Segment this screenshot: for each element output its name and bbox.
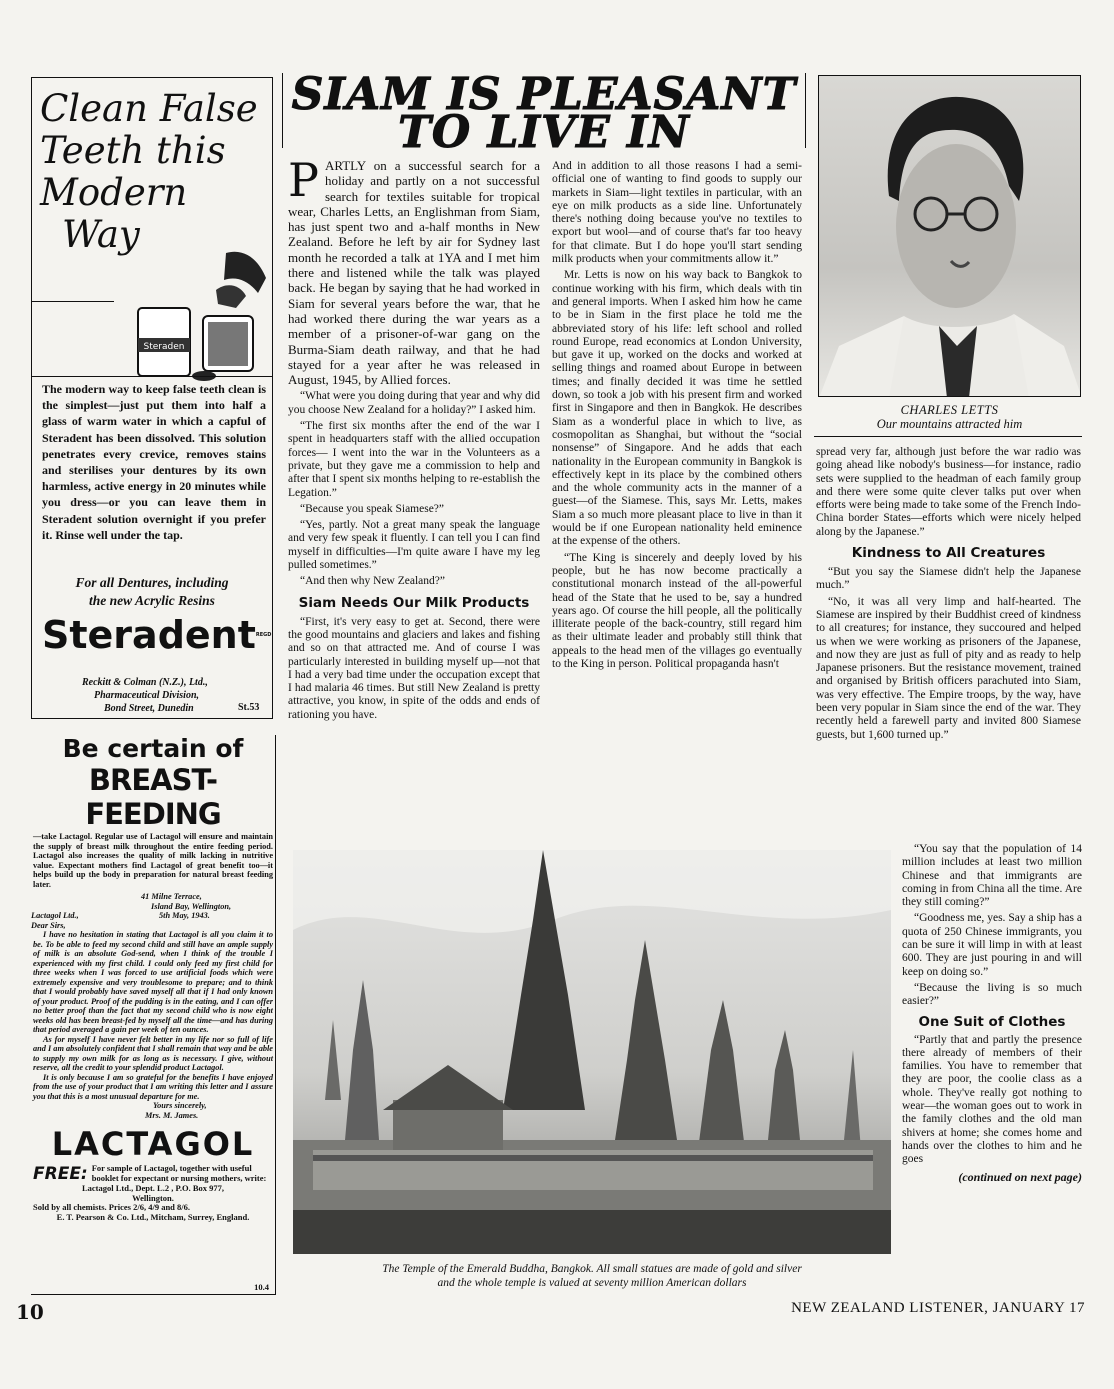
- portrait-rule: [814, 436, 1082, 437]
- steradent-jar-illustration: [108, 238, 273, 383]
- lactagol-logo: LACTAGOL: [51, 1125, 255, 1163]
- steradent-company: Reckitt & Colman (N.Z.), Ltd., Pharmaceutical Division, Bond Street, Dunedin: [82, 677, 208, 714]
- article-headline: SIAM IS PLEASANT TO LIVE IN: [282, 73, 806, 148]
- article-column-4: “You say that the population of 14 million includes at least two million Chinese and that immigrants are coming in from China all the time. Are they still coming?” “Goodness me, yes. Say a ship has a quota of 250 Chinese immigrants, you can be sure it will limp in with at least 600. They are just pouring in and will keep on doing so.” “Because the living is so much easier?” One Suit of Clothes “Partly that and partly the presence there already of members of their families. You have to remember that they are poor, the coolie class as a whole. They've really got nothing to wear—the woman goes out to work in the family clothes and the old man shivers at home; she comes home and hands over the clothes to him and he goes (continued on next page): [902, 843, 1082, 1184]
- lactagol-intro: —take Lactagol. Regular use of Lactagol will ensure and maintain the supply of breast milk throughout the entire feeding period. Lactagol also increases the quality of milk lacking in nutritive value. Expectant mothers find Lactagol of great benefit too—it helps build up the body in preparation for natural breast feeding later.: [33, 832, 273, 889]
- steradent-rule: [32, 301, 114, 302]
- lactagol-address: 41 Milne Terrace, Island Bay, Wellington,: [141, 892, 232, 911]
- temple-illustration: [293, 850, 891, 1254]
- subheading-one-suit: One Suit of Clothes: [918, 1013, 1066, 1030]
- continued-note: (continued on next page): [958, 1169, 1082, 1184]
- lactagol-headline1: Be certain of: [62, 734, 244, 763]
- article-column-3: spread very far, although just before the war radio was going ahead like nobody's business—for instance, radio sets were supplied to the headman of each family group and there were some quite clever talks put over when efforts were being made to take some of the French Indo-China border States—efforts which were nicely helped along by the Japanese.” Kindness to All Creatures “But you say the Siamese didn't help the Japanese much.” “No, it was all very limp and half-hearted. The Siamese are inspired by their Buddhist creed of kindness to all creatures; for instance, they succoured and helped us when we were working as prisoners of the Japanese, and now they are just as full of pity and as ready to help Japanese prisoners. But the resistance movement, trained and organised by British officers parachuted into Siam, was very effective. The Empire troops, by the way, have been very popular in Siam since the end of the war. They recently held a farewell party and invited 800 Siamese guests, but 1,600 turned up.”: [816, 446, 1081, 741]
- portrait-caption: CHARLES LETTS Our mountains attracted him: [876, 403, 1023, 431]
- lactagol-sold: Sold by all chemists. Prices 2/6, 4/9 and 8/6.: [33, 1202, 191, 1213]
- subheading-milk-products: Siam Needs Our Milk Products: [298, 594, 530, 611]
- steradent-code: St.53: [238, 702, 260, 713]
- portrait-illustration: [819, 76, 1081, 397]
- steradent-for-all: For all Dentures, including the new Acrylic Resins: [75, 575, 229, 608]
- steradent-logo: SteradentREGD: [42, 613, 272, 657]
- lactagol-pearson: E. T. Pearson & Co. Ltd., Mitcham, Surrey, England.: [56, 1211, 250, 1222]
- drop-cap: P: [288, 153, 319, 207]
- lactagol-addressee: Lactagol Ltd., Dear Sirs, 5th May, 1943.: [31, 911, 210, 930]
- page-number: 10: [16, 1300, 44, 1324]
- portrait-photo: [818, 75, 1081, 397]
- masthead-footer: NEW ZEALAND LISTENER, JANUARY 17: [791, 1300, 1085, 1316]
- lactagol-headline2: BREAST-FEEDING: [85, 763, 221, 831]
- temple-caption: The Temple of the Emerald Buddha, Bangkok. All small statues are made of gold and silver and the whole temple is valued at seventy million American dollars: [382, 1263, 802, 1289]
- lactagol-free-address: Lactagol Ltd., Dept. L.2 , P.O. Box 977, Wellington.: [81, 1183, 225, 1203]
- steradent-body: The modern way to keep false teeth clean is the simplest—just put them into half a glass of warm water in which a capful of Steradent has been dissolved. This solution penetrates every crevice, removes stains and sterilises your dentures by its own harmless, active energy in 20 minutes while you dress—or you can leave them in Steradent solution overnight if you prefer it. Rinse well under the tap.: [32, 376, 272, 546]
- article-column-2: And in addition to all those reasons I had a semi-official one of wanting to find goods to supply our markets in Siam—light textiles in particular, with an eye on milk products as a side line. Unfortunately there's nothing doing because you've no textiles to export but wool—and of course that's far too heavy for that climate. But I do hope you'll start sending milk products when your commitments allow it.” Mr. Letts is now on his way back to Bangkok to continue working with his firm, which deals with tin and general imports. When I asked him how he came to be in Siam in the first place he told me the abbreviated story of his life: left school and rolled round Europe, read economics at London University, but gave it up, worked on the docks and worked at selling things and roamed about Europe in between times; and finally decided it was time he settled down, so took a job with his present firm and worked first in Singapore and then in Bangkok. He describes Siam as a wonderful place in which to live, as cosmopolitan as Shanghai, but without the “social nonsense” of Singapore. And he adds that each nationality in the European community in Bangkok is effectively kept in its place by the combined others and the whole community acts in the manner of a guest—of the Siamese. This, says Mr. Letts, makes Siam a so much more pleasant place to live in than it would be if one European nationality held eminence at the expense of the others. “The King is sincerely and deeply loved by his people, but he has now become practically a constitutional monarch instead of the all-powerful head of the State that he used to be, say a hundred years ago. Of course the hill people, all the politically illiterate people of the back-country, still regard him as their ultimate leader and probably still think that appeals to the head men of the villages go eventually to the King in person. Political propaganda hasn't: [552, 160, 802, 670]
- lactagol-code: 10.4: [254, 1282, 269, 1292]
- subheading-kindness: Kindness to All Creatures: [851, 545, 1046, 562]
- article-column-1: P ARTLY on a successful search for a holiday and partly on a not successful search for textiles suitable for tropical wear, Charles Letts, an Englishman from Siam, has just spent two and a-half months in New Zealand. Before he left by air for Sydney last month he recorded a talk at 1YA and I met him there and listened while the talk was played back. He began by saying that he had worked in Siam for several years before the war, that he had worked there during the war years as a member of a prisoner-of-war gang on the Burma-Siam death railway, and that he had stayed for a year after he was released in August, 1945, by Allied forces. “What were you doing during that year and why did you choose New Zealand for a holiday?” I asked him. “The first six months after the end of the war I spent in headquarters staff with the allied occupation forces— I went into the war in the Volunteers as a private, but they gave me a commission to help and after that I spent six months helping to re-establish the Legation.” “Because you speak Siamese?” “Yes, partly. Not a great many speak the language and very few speak it fluently. I can tell you I can find myself in difficulties—I'm quite aware I have my leg pulled sometimes.” “And then why New Zealand?” Siam Needs Our Milk Products “First, it's very easy to get at. Second, there were the good mountains and glaciers and lakes and fishing and so on that attracted me. And of course I was particularly interested in building myself up—not that I had a very bad time under the occupation except that I had malaria 46 times. But still New Zealand is pretty attractive, you know, in spite of the odds and ends of rationing you have.: [288, 153, 540, 721]
- jar-label: Steraden: [143, 342, 185, 352]
- lactagol-ad: [31, 735, 276, 1295]
- lactagol-free-offer: FREE: For sample of Lactagol, together with useful booklet for expectant or nursing mothers, write:: [33, 1163, 267, 1184]
- steradent-title: Clean False Teeth this Modern Way: [40, 87, 258, 256]
- steradent-ad: [31, 77, 273, 719]
- temple-photo: [293, 850, 891, 1254]
- lactagol-letter: I have no hesitation in stating that Lactagol is all you claim it to be. To be able to feed my second child and still have an ample supply of milk is an absolute God-send, when I think of the trouble I experienced with my first child. I could only feed my first child for three weeks when I was forced to use artificial foods which were extremely expensive and very troublesome to prepare; and to think that I would probably have saved myself all that if I had only known of your product. Proof of the pudding is in the eating, and I can offer no better proof than the fact that my second child who is now eight weeks old has been breast-fed by myself all the time—and has during that period averaged a gain per week of ten ounces. As for myself I have never felt better in my life nor so full of life and I am absolutely confident that I shall remain that way and be able to supply my own milk for as long as is necessary. I give, without reserve, all the credit to your splendid product Lactagol. It is only because I am so grateful for the benefits I have enjoyed from the use of your product that I am writing this letter and I assure you that this is a most unusual departure for me. Yours sincerely, Mrs. M. James.: [33, 930, 273, 1120]
